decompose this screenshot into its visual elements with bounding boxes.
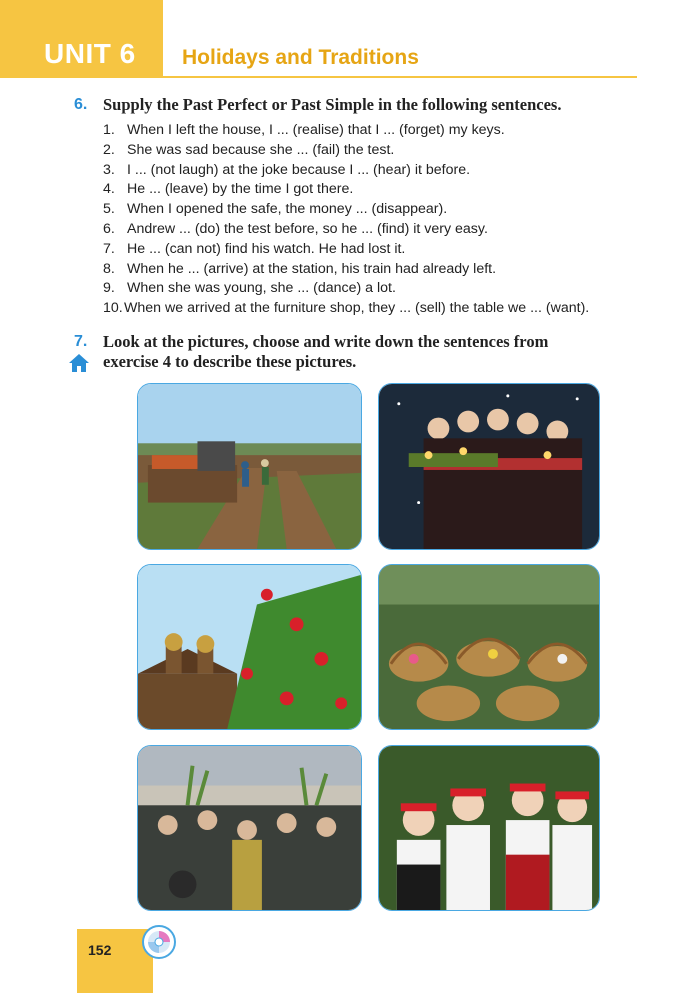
photo-palm-sunday-crowd (137, 745, 362, 911)
sentence-text: Andrew ... (do) the test before, so he ... (find) it very easy. (127, 220, 488, 237)
sentence-text: She was sad because she ... (fail) the test. (127, 141, 395, 158)
list-item (103, 161, 648, 181)
photo-church-viburnum (137, 564, 362, 730)
sentence-text: When we arrived at the furniture shop, they ... (sell) the table we ... (want). (124, 300, 590, 317)
exercise-7-number: 7. (74, 333, 88, 350)
page-number: 152 (88, 942, 112, 958)
photo-harvest-field (137, 383, 362, 550)
photo-candle-procession (378, 383, 600, 550)
sentence-text: He ... (can not) find his watch. He had lost it. (127, 240, 406, 257)
sentence-text: When she was young, she ... (dance) a lot. (127, 280, 396, 297)
list-item (103, 220, 648, 240)
photo-easter-baskets (378, 564, 600, 730)
sentence-text: I ... (not laugh) at the joke because I ... (hear) it before. (127, 161, 471, 178)
sentence-number: 3. (103, 161, 115, 178)
exercise-6-sentences (103, 121, 648, 319)
candle-procession-image (379, 384, 599, 549)
sentence-text: When I opened the safe, the money ... (disappear). (127, 201, 448, 218)
sentence-text: When I left the house, I ... (realise) that I ... (forget) my keys. (127, 122, 505, 138)
unit-label: UNIT 6 (44, 38, 136, 69)
palm-sunday-crowd-image (138, 746, 361, 910)
list-item (103, 180, 648, 200)
exercise-7-instruction-line1: Look at the pictures, choose and write down the sentences from (103, 332, 549, 351)
exercise-6-number: 6. (74, 96, 88, 113)
sentence-text: When he ... (arrive) at the station, his train had already left. (127, 260, 497, 277)
sentence-number: 2. (103, 141, 115, 158)
list-item (103, 279, 648, 299)
children-in-costume-image (379, 746, 599, 910)
list-item (103, 141, 648, 161)
sentence-number: 1. (103, 122, 115, 138)
sentence-number: 6. (103, 220, 115, 237)
list-item (103, 200, 648, 220)
sentence-number: 9. (103, 280, 115, 297)
header-divider (163, 76, 637, 78)
easter-baskets-image (379, 565, 599, 729)
sentence-number: 4. (103, 181, 115, 198)
sentence-number: 7. (103, 240, 115, 257)
unit-title: Holidays and Traditions (182, 46, 419, 69)
home-icon (68, 353, 90, 373)
exercise-6-instruction: Supply the Past Perfect or Past Simple in the following sentences. (103, 95, 562, 114)
photo-children-in-costume (378, 745, 600, 911)
audio-cd-icon[interactable] (141, 924, 177, 960)
sentence-number: 10. (103, 300, 123, 317)
list-item (103, 260, 648, 280)
sentence-number: 8. (103, 260, 115, 277)
list-item (103, 299, 648, 319)
sentence-text: He ... (leave) by the time I got there. (127, 181, 354, 198)
list-item (103, 121, 648, 141)
exercise-7-instruction-line2: exercise 4 to describe these pictures. (103, 352, 357, 371)
sentence-number: 5. (103, 201, 115, 218)
harvest-field-image (138, 384, 361, 549)
church-viburnum-image (138, 565, 361, 729)
list-item (103, 240, 648, 260)
